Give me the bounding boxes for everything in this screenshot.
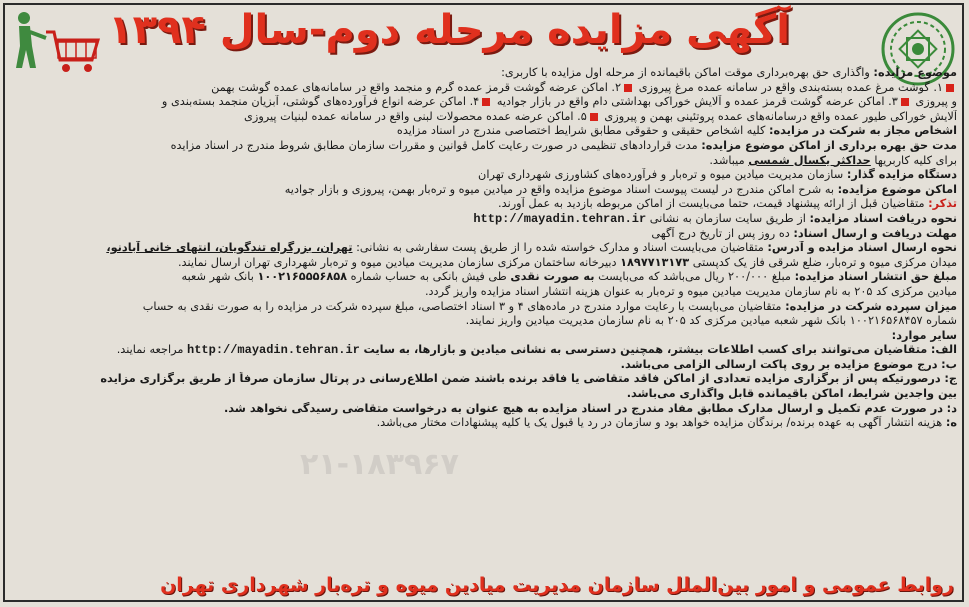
item-5: ۵. اماکن عرضه عمده محصولات لبنی واقع در سامانه عمده لبنیات پیروزی xyxy=(244,109,587,123)
note-a-url-link[interactable]: http://mayadin.tehran.ir xyxy=(187,343,360,358)
deposit-line-2: شماره ۱۰۰۲۱۶۵۶۸۴۵۷ بانک شهر شعبه میادین مرکزی کد ۲۰۵ به نام سازمان مدیریت میادین واریز نمایند. xyxy=(465,314,957,328)
bullet-icon xyxy=(901,98,909,106)
eligible-text: کلیه اشخاص حقیقی و حقوقی مطابق شرایط اختصاصی مندرج در اسناد مزایده xyxy=(396,124,766,138)
send-text: متقاضیان می‌بایست اسناد و مدارک خواسته شده را از طریق پست سفارشی به نشانی: xyxy=(356,241,764,255)
item-2: ۲. اماکن عرضه گوشت قرمز عمده گرم و منجمد واقع در سامانه‌های عمده گوشت بهمن xyxy=(211,80,622,94)
item-3: ۳. اماکن عرضه گوشت قرمز عمده و آلایش خوراکی بهداشتی دام واقع در بازار جوادیه xyxy=(496,95,898,109)
deadline-label: مهلت دریافت و ارسال اسناد: xyxy=(793,226,957,240)
footer-credit: روابط عمومی و امور بین‌الملل سازمان مدیریت میادین میوه و تره‌بار شهرداری تهران xyxy=(160,574,954,596)
fee-cash: به صورت نقدی xyxy=(510,270,595,284)
deadline-text: ده روز پس از تاریخ درج آگهی xyxy=(651,226,790,240)
docs-url-link[interactable]: http://mayadin.tehran.ir xyxy=(473,211,647,226)
note-b-text: درج موضوع مزایده بر روی پاکت ارسالی الزامی می‌باشد. xyxy=(620,357,938,371)
duration-end: میباشد. xyxy=(709,153,745,167)
fee-text-3: بانک شهر شعبه xyxy=(181,270,254,284)
places-label: اماکن موضوع مزایده: xyxy=(837,182,957,196)
item-1: ۱. گوشت مرغ عمده بسته‌بندی واقع در سامانه عمده مرغ پیروزی xyxy=(638,80,943,94)
scan-watermark: ۲۱-۱۸۳۹۶۷ xyxy=(300,447,459,482)
fee-line-2: میادین مرکزی کد ۲۰۵ به نام سازمان مدیریت میادین میوه و تره‌بار به عنوان هزینه انتشار اسناد مزایده واریز گردد. xyxy=(424,284,957,298)
bullet-icon xyxy=(624,84,632,92)
eligible-label: اشخاص مجاز به شرکت در مزایده: xyxy=(768,124,957,138)
deposit-text: متقاضیان می‌بایست با رعایت موارد مندرج در ماده‌های ۴ و ۳ اسناد اختصاصی، مبلغ سپرده شرکت در مزایده را به صورت نقدی به حساب xyxy=(142,299,782,313)
send-line-2: میدان مرکزی میوه و تره‌بار، ضلع شرقی فاز یک کدپستی xyxy=(692,255,957,269)
note-e-label: ه: xyxy=(945,416,957,430)
deposit-label: میزان سپرده شرکت در مزایده: xyxy=(785,299,957,313)
item-4-cont: آلایش خوراکی طیور عمده واقع درسامانه‌های عمده پروتئینی بهمن و پیروزی xyxy=(604,109,957,123)
reminder-text: متقاضیان قبل از ارائه پیشنهاد قیمت، حتما می‌بایست از اماکن مربوطه بازدید به عمل آورند. xyxy=(498,197,925,211)
note-a-text: متقاضیان می‌توانند برای کسب اطلاعات بیشتر، همچنین دسترسی به نشانی میادین و بازارها، به سایت xyxy=(363,343,928,357)
ad-body xyxy=(12,66,957,571)
fee-text: مبلغ ۲۰۰/۰۰۰ ریال می‌باشد که می‌بایست xyxy=(598,270,791,284)
note-d-label: د: xyxy=(946,401,957,415)
note-b-label: ب: xyxy=(941,357,957,371)
places-text: به شرح اماکن مندرج در لیست پیوست اسناد موضوع مزایده واقع در میادین میوه و تره‌بار بهمن، پیروزی و بازار جوادیه xyxy=(284,182,835,196)
note-c-label: ج: xyxy=(944,372,957,386)
note-a-label: الف: xyxy=(930,343,957,357)
duration-text-2: برای کلیه کاربریها xyxy=(874,153,957,167)
page-title: آگهی مزایده مرحله دوم-سال ۱۳۹۴ xyxy=(108,7,790,53)
postal-code: ۱۸۹۷۷۱۳۱۷۳ xyxy=(620,255,690,269)
note-c-text: درصورتیکه پس از برگزاری مزایده تعدادی از اماکن فاقد متقاضی یا فاقد برنده باشند ضمن اطلاع‌رسانی در پرتال سازمان صرفاً از طریق برگزاری مزایده xyxy=(100,372,941,386)
auctioneer-label: دستگاه مزایده گذار: xyxy=(846,168,957,182)
item-4: ۴. اماکن عرضه انواع فرآورده‌های گوشتی، آبزیان منجمد بسته‌بندی و xyxy=(161,95,480,109)
bullet-icon xyxy=(590,113,598,121)
fee-label: مبلغ حق انتشار اسناد مزایده: xyxy=(794,270,957,284)
item-2-cont: و پیروزی xyxy=(915,95,957,109)
fee-account: ۱۰۰۲۱۶۵۵۵۶۸۵۸ xyxy=(257,270,348,284)
duration-text: مدت قراردادهای تنظیمی در صورت رعایت کامل قوانین و مقررات سازمان مطابق شروط مندرج در اسناد مزایده xyxy=(170,138,698,152)
send-address: تهران، بزرگراه تندگویان، انتهای خانی آبادنو، xyxy=(106,241,353,255)
note-d-text: در صورت عدم تکمیل و ارسال مدارک مطابق مفاد مندرج در اسناد مزایده به هیچ عنوان به درخواست متقاضی رسیدگی نخواهد شد. xyxy=(223,401,944,415)
other-label: سایر موارد: xyxy=(891,328,957,342)
docs-receive-text: از طریق سایت سازمان به نشانی xyxy=(649,211,806,225)
fee-text-2: طی فیش بانکی به حساب شماره xyxy=(350,270,507,284)
note-e-text: هزینه انتشار آگهی به عهده برنده/ برندگان مزایده خواهد بود و سازمان در رد یا قبول یک یا کلیه پیشنهادات مختار می‌باشد. xyxy=(376,416,943,430)
subject-text: واگذاری حق بهره‌برداری موقت اماکن باقیمانده از مرحله اول مزایده با کاربری: xyxy=(501,66,870,79)
docs-receive-label: نحوه دریافت اسناد مزایده: xyxy=(809,211,957,225)
note-c-line-2: بین واجدین شرایط، اماکن باقیمانده قابل واگذاری می‌باشد. xyxy=(626,387,957,401)
send-line-2b: دبیرخانه ساختمان مرکزی سازمان مدیریت میادین میوه و تره‌بار شهرداری تهران ارسال نمایند. xyxy=(177,255,617,269)
subject-label: موضوع مزایده: xyxy=(873,66,957,79)
send-label: نحوه ارسال اسناد مزایده و آدرس: xyxy=(767,241,957,255)
reminder-label: تذکر: xyxy=(928,197,957,211)
duration-label: مدت حق بهره برداری از اماکن موضوع مزایده: xyxy=(701,138,957,152)
note-a-end: مراجعه نمایند. xyxy=(116,343,184,357)
bullet-icon xyxy=(482,98,490,106)
bullet-icon xyxy=(946,84,954,92)
duration-max: حداکثر یکسال شمسی xyxy=(748,153,871,167)
auctioneer-text: سازمان مدیریت میادین میوه و تره‌بار و فرآورده‌های کشاورزی شهرداری تهران xyxy=(478,168,844,182)
